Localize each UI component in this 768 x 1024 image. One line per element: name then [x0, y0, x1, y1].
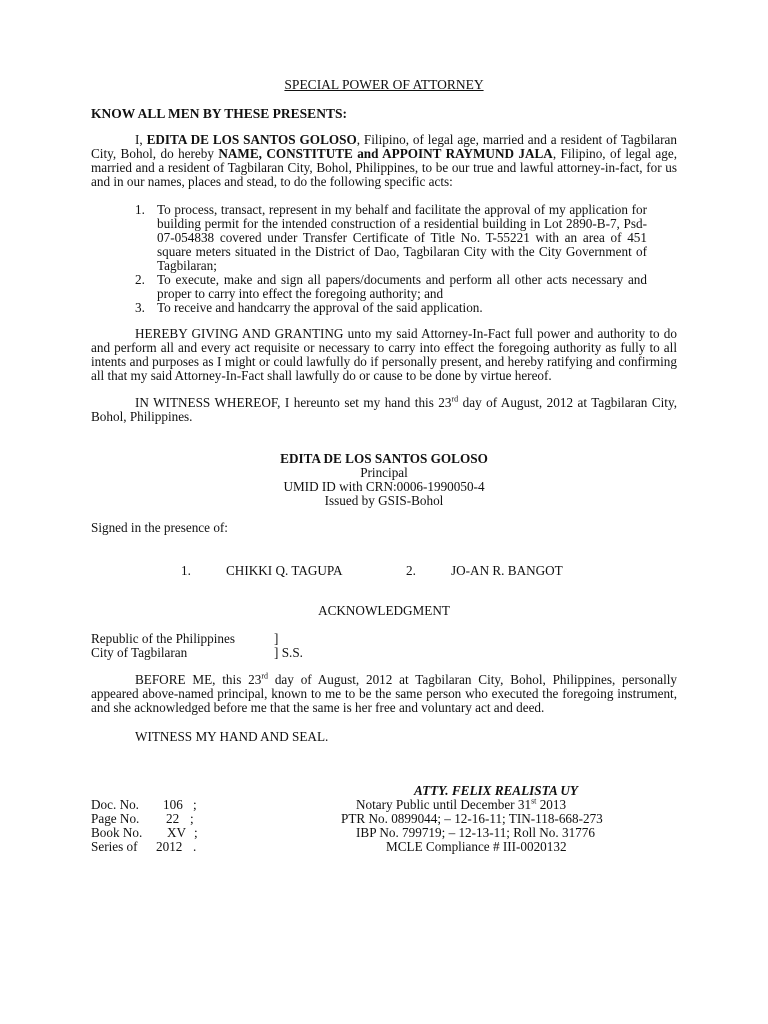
list-item [135, 273, 647, 301]
venue-republic: Republic of the Philippines [91, 631, 235, 646]
know-all-heading: KNOW ALL MEN BY THESE PRESENTS: [91, 106, 347, 121]
venue-bracket-ss: ] S.S. [274, 645, 303, 660]
intro-paragraph [91, 133, 677, 189]
notary-commission-year: 2013 [536, 797, 567, 812]
list-item-text: To execute, make and sign all papers/documents and perform all other acts necessary and proper to carry into effect the foregoing authority; and [157, 272, 647, 301]
witness-2-name: JO-AN R. BANGOT [451, 563, 563, 578]
docket-series-value: 2012 [156, 839, 183, 854]
docket-doc-end: ; [193, 797, 197, 812]
acknowledgment-paragraph [91, 673, 677, 715]
before-text-1: BEFORE ME, this 23 [135, 672, 262, 687]
docket-book-label: Book No. [91, 825, 143, 840]
hereby-paragraph: HEREBY GIVING AND GRANTING unto my said Attorney-In-Fact full power and authority to do and perform all and every act requisite or necessary to carry into effect the foregoing authority as fully to all intents and purposes as I might or could lawfully do if personally present, and hereby ratifying and confirming all that my said Attorney-In-Fact shall lawfully do or cause to be done by virtue hereof. [91, 326, 677, 383]
signed-presence-label: Signed in the presence of: [91, 520, 228, 535]
intro-text-1: I, [135, 132, 147, 147]
docket-doc-value: 106 [163, 797, 183, 812]
docket-book-end: ; [194, 825, 198, 840]
witness-whereof-text-2: day of August, 2012 at Tagbilaran City, Bohol, Philippines. [91, 395, 678, 424]
docket-page-label: Page No. [91, 811, 140, 826]
document-title: SPECIAL POWER OF ATTORNEY [284, 77, 484, 92]
witness-1-name: CHIKKI Q. TAGUPA [226, 563, 343, 578]
witness-2-number: 2. [406, 563, 416, 578]
venue-city: City of Tagbilaran [91, 645, 188, 660]
docket-page-end: ; [190, 811, 194, 826]
intro-text-3: , Filipino, of legal age, married and a resident of Tagbilaran City, Bohol, Philippines, to be our true and lawful attorney-in-fact, for us and in our names, places and stead, to do the following specific acts: [91, 146, 677, 189]
list-item-number: 1. [135, 202, 145, 217]
witness-whereof-superscript: rd [451, 394, 459, 404]
notary-ibp: IBP No. 799719; – 12-13-11; Roll No. 31776 [356, 825, 595, 840]
specific-acts-list [135, 203, 647, 315]
notary-name: ATTY. FELIX REALISTA UY [414, 783, 578, 798]
docket-page-value: 22 [166, 811, 180, 826]
notary-ptr: PTR No. 0899044; – 12-16-11; TIN-118-668-273 [341, 811, 603, 826]
venue-bracket-1: ] [274, 631, 279, 646]
witness-whereof-paragraph [91, 396, 677, 424]
signatory-id-issuer: Issued by GSIS-Bohol [324, 493, 444, 508]
docket-book-value: XV [167, 825, 187, 840]
list-item [135, 301, 647, 315]
list-item-number: 3. [135, 300, 145, 315]
docket-series-label: Series of [91, 839, 138, 854]
notary-commission [356, 798, 566, 812]
witness-whereof-text-1: IN WITNESS WHEREOF, I hereunto set my hand this 23 [135, 395, 452, 410]
signatory-name: EDITA DE LOS SANTOS GOLOSO [280, 451, 488, 466]
signatory-id: UMID ID with CRN:0006-1990050-4 [283, 479, 485, 494]
witness-hand-seal: WITNESS MY HAND AND SEAL. [135, 729, 329, 744]
notary-commission-superscript: st [531, 796, 537, 806]
list-item-number: 2. [135, 272, 145, 287]
appoint-phrase: NAME, CONSTITUTE and APPOINT RAYMUND JALA [218, 146, 553, 161]
principal-name: EDITA DE LOS SANTOS GOLOSO [146, 132, 357, 147]
before-text-2: day of August, 2012 at Tagbilaran City, Bohol, Philippines, personally appeared above-named principal, known to me to be the same person who executed the foregoing instrument, and she acknowledged before me that the same is her free and voluntary act and deed. [91, 672, 677, 715]
notary-commission-text: Notary Public until December 31 [356, 797, 532, 812]
docket-series-end: . [193, 839, 197, 854]
docket-doc-label: Doc. No. [91, 797, 139, 812]
notary-mcle: MCLE Compliance # III-0020132 [386, 839, 567, 854]
list-item-text: To process, transact, represent in my behalf and facilitate the approval of my application for building permit for the intended construction of a residential building in Lot 2890-B-7, Psd-07-054838 covered under Transfer Certificate of Title No. T-55221 with an area of 451 square meters situated in the District of Dao, Tagbilaran City with the City Government of Tagbilaran; [157, 202, 647, 273]
before-superscript: rd [261, 671, 269, 681]
signatory-role: Principal [360, 465, 408, 480]
list-item [135, 203, 647, 273]
witness-1-number: 1. [181, 563, 191, 578]
intro-text-2: , Filipino, of legal age, married and a resident of Tagbilaran City, Bohol, do hereby [91, 132, 677, 161]
list-item-text: To receive and handcarry the approval of the said application. [157, 300, 483, 315]
acknowledgment-heading: ACKNOWLEDGMENT [318, 603, 450, 618]
